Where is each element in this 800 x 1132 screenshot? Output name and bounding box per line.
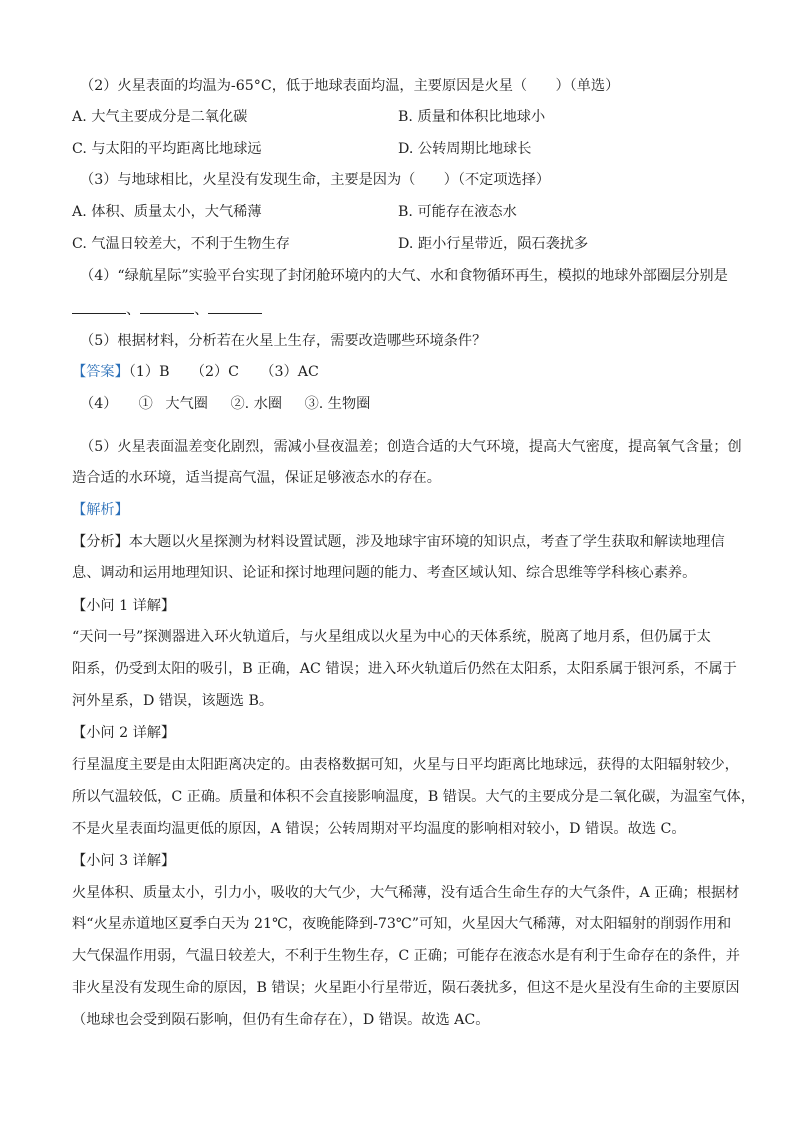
answer-tag: 【答案】 — [72, 364, 129, 380]
blank-separator: 、 — [126, 302, 141, 318]
subquestion-1-line-1: “天问一号”探测器进入环火轨道后，与火星组成以火星为中心的天体系统，脱离了地月系，但仍属于太 — [72, 629, 711, 645]
q2-option-c: C. 与太阳的平均距离比地球远 — [72, 141, 262, 157]
q3-option-b: B. 可能存在液态水 — [398, 204, 517, 220]
q2-option-a: A. 大气主要成分是二氧化碳 — [72, 109, 248, 125]
subquestion-3-line-4: 非火星没有发现生命的原因，B 错误；火星距小行星带近，陨石袭扰多，但这不是火星没有生命的主要原因 — [72, 980, 740, 996]
q4-stem: （4）“绿航星际”实验平台实现了封闭舱环境内的大气、水和食物循环再生，模拟的地球外部圈层分别是 — [80, 268, 728, 284]
answer-line-1 — [72, 362, 319, 382]
q2-option-b: B. 质量和体积比地球小 — [398, 109, 546, 125]
subquestion-3-line-5: （地球也会受到陨石影响，但仍有生命存在），D 错误。故选 AC。 — [72, 1012, 490, 1028]
subquestion-3-title: 【小问 3 详解】 — [72, 853, 176, 869]
q3-options-row2 — [72, 234, 589, 254]
answer-q4-item-3: ③. 生物圈 — [304, 396, 371, 412]
answer-blank-1 — [72, 301, 126, 314]
subquestion-3-line-2: 料“火星赤道地区夏季白天为 21℃，夜晚能降到-73℃”可知，火星因大气稀薄，对太阳辐射的削弱作用和 — [72, 916, 732, 932]
q3-option-d: D. 距小行星带近，陨石袭扰多 — [398, 236, 589, 252]
subquestion-3-line-1: 火星体积、质量太小，引力小，吸收的大气少，大气稀薄，没有适合生命生存的大气条件，A 正确；根据材 — [72, 885, 740, 901]
blank-separator: 、 — [194, 302, 209, 318]
answer-line-2 — [80, 394, 370, 414]
subquestion-3-line-3: 大气保温作用弱，气温日较差大，不利于生物生存，C 正确；可能存在液态水是有利于生命存在的条件，并 — [72, 948, 740, 964]
answer-q4-prefix: （4） ① — [80, 396, 153, 412]
q5-stem: （5）根据材料，分析若在火星上生存，需要改造哪些环境条件？ — [80, 333, 487, 349]
subquestion-2-line-1: 行星温度主要是由太阳距离决定的。由表格数据可知，火星与日平均距离比地球远，获得的太阳辐射较少， — [72, 757, 739, 773]
subquestion-1-line-2: 阳系，仍受到太阳的吸引，B 正确，AC 错误；进入环火轨道后仍然在太阳系，太阳系属于银河系，不属于 — [72, 661, 737, 677]
answer-q4-item-1: 大气圈 — [165, 396, 208, 412]
answer-q5-line-1: （5）火星表面温差变化剧烈，需减小昼夜温差；创造合适的大气环境，提高大气密度，提高氧气含量；创 — [80, 439, 742, 455]
subquestion-2-line-2: 所以气温较低，C 正确。质量和体积不会直接影响温度，B 错误。大气的主要成分是二氧化碳，为温室气体， — [72, 789, 755, 805]
subquestion-1-title: 【小问 1 详解】 — [72, 598, 176, 614]
q2-option-d: D. 公转周期比地球长 — [398, 141, 532, 157]
subquestion-1-line-3: 河外星系，D 错误，该题选 B。 — [72, 693, 274, 709]
subquestion-2-title: 【小问 2 详解】 — [72, 725, 176, 741]
answer-blank-2 — [140, 301, 194, 314]
subquestion-2-line-3: 不是火星表面均温更低的原因，A 错误；公转周期对平均温度的影响相对较小，D 错误。故选 C。 — [72, 821, 686, 837]
q3-option-a: A. 体积、质量太小，大气稀薄 — [72, 204, 262, 220]
q3-stem: （3）与地球相比，火星没有发现生命，主要是因为（ ）（不定项选择） — [80, 172, 551, 188]
q2-stem: （2）火星表面的均温为-65°C，低于地球表面均温，主要原因是火星（ ）（单选） — [80, 78, 620, 94]
answer-q4-item-2: ②. 水圈 — [230, 396, 283, 412]
analysis-tag: 【解析】 — [72, 502, 129, 518]
q4-blanks — [72, 300, 262, 320]
analysis-summary-line-1: 【分析】本大题以火星探测为材料设置试题，涉及地球宇宙环境的知识点，考查了学生获取和解读地理信 — [72, 534, 725, 550]
analysis-summary-line-2: 息、调动和运用地理知识、论证和探讨地理问题的能力、考查区域认知、综合思维等学科核心素养。 — [72, 565, 697, 581]
q3-options-row1 — [72, 202, 517, 222]
answer-q5-line-2: 造合适的水环境，适当提高气温，保证足够液态水的存在。 — [72, 470, 441, 486]
answer-choices: （1）B （2）C （3）AC — [128, 364, 319, 380]
answer-blank-3 — [208, 301, 262, 314]
q3-option-c: C. 气温日较差大，不利于生物生存 — [72, 236, 290, 252]
q2-options-row2 — [72, 139, 532, 159]
q2-options-row1 — [72, 107, 546, 127]
